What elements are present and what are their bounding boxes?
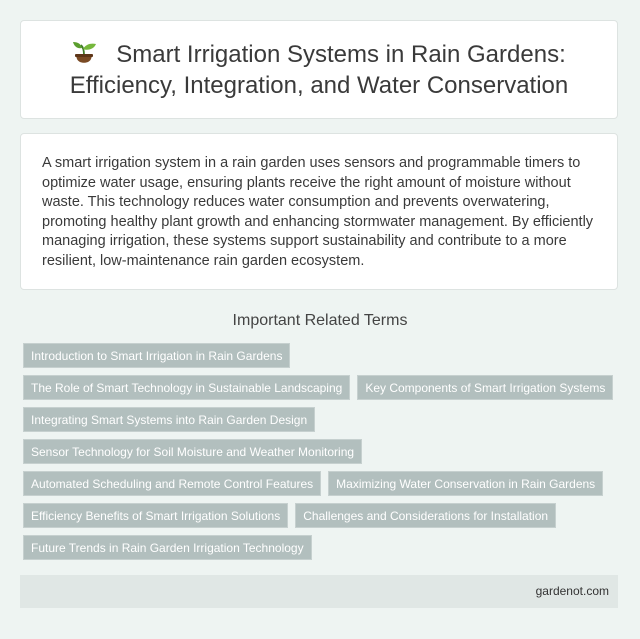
tag-row <box>23 407 623 439</box>
page-title <box>70 39 568 101</box>
tag-integrating-smart-systems[interactable]: Integrating Smart Systems into Rain Garden Design <box>23 407 315 432</box>
tag-key-components[interactable]: Key Components of Smart Irrigation Systems <box>357 375 613 400</box>
tag-introduction-smart-irrigation[interactable]: Introduction to Smart Irrigation in Rain Gardens <box>23 343 290 368</box>
tag-maximizing-water-conservation[interactable]: Maximizing Water Conservation in Rain Gardens <box>328 471 603 496</box>
tag-role-smart-technology[interactable]: The Role of Smart Technology in Sustainable Landscaping <box>23 375 350 400</box>
tag-row <box>23 439 623 471</box>
tag-row <box>23 535 623 567</box>
footer-site-link[interactable]: gardenot.com <box>535 584 609 598</box>
tag-automated-scheduling[interactable]: Automated Scheduling and Remote Control Features <box>23 471 321 496</box>
tag-future-trends[interactable]: Future Trends in Rain Garden Irrigation Technology <box>23 535 312 560</box>
tag-row <box>23 503 623 535</box>
title-card <box>20 20 618 119</box>
tag-efficiency-benefits[interactable]: Efficiency Benefits of Smart Irrigation Solutions <box>23 503 288 528</box>
summary-text: A smart irrigation system in a rain garden uses sensors and programmable timers to optimize water usage, ensuring plants receive the right amount of moisture without waste. This technology reduces water consumption and prevents overwatering, promoting healthy plant growth and enhancing stormwater management. By efficiently managing irrigation, these systems support sustainability and contribute to a more resilient, low-maintenance rain garden ecosystem. <box>42 155 594 269</box>
title-line-1: Smart Irrigation Systems in Rain Gardens: <box>116 40 566 68</box>
tag-row <box>23 343 623 375</box>
sprout-icon <box>72 41 98 65</box>
tag-row <box>23 471 623 503</box>
related-terms-list <box>23 343 623 567</box>
related-terms-heading: Important Related Terms <box>232 312 408 329</box>
tag-challenges-considerations[interactable]: Challenges and Considerations for Installation <box>295 503 556 528</box>
summary-card <box>20 133 618 290</box>
tag-row <box>23 375 623 407</box>
footer <box>20 575 618 608</box>
title-line-2: Efficiency, Integration, and Water Conservation <box>69 71 569 99</box>
tag-sensor-technology[interactable]: Sensor Technology for Soil Moisture and Weather Monitoring <box>23 439 362 464</box>
